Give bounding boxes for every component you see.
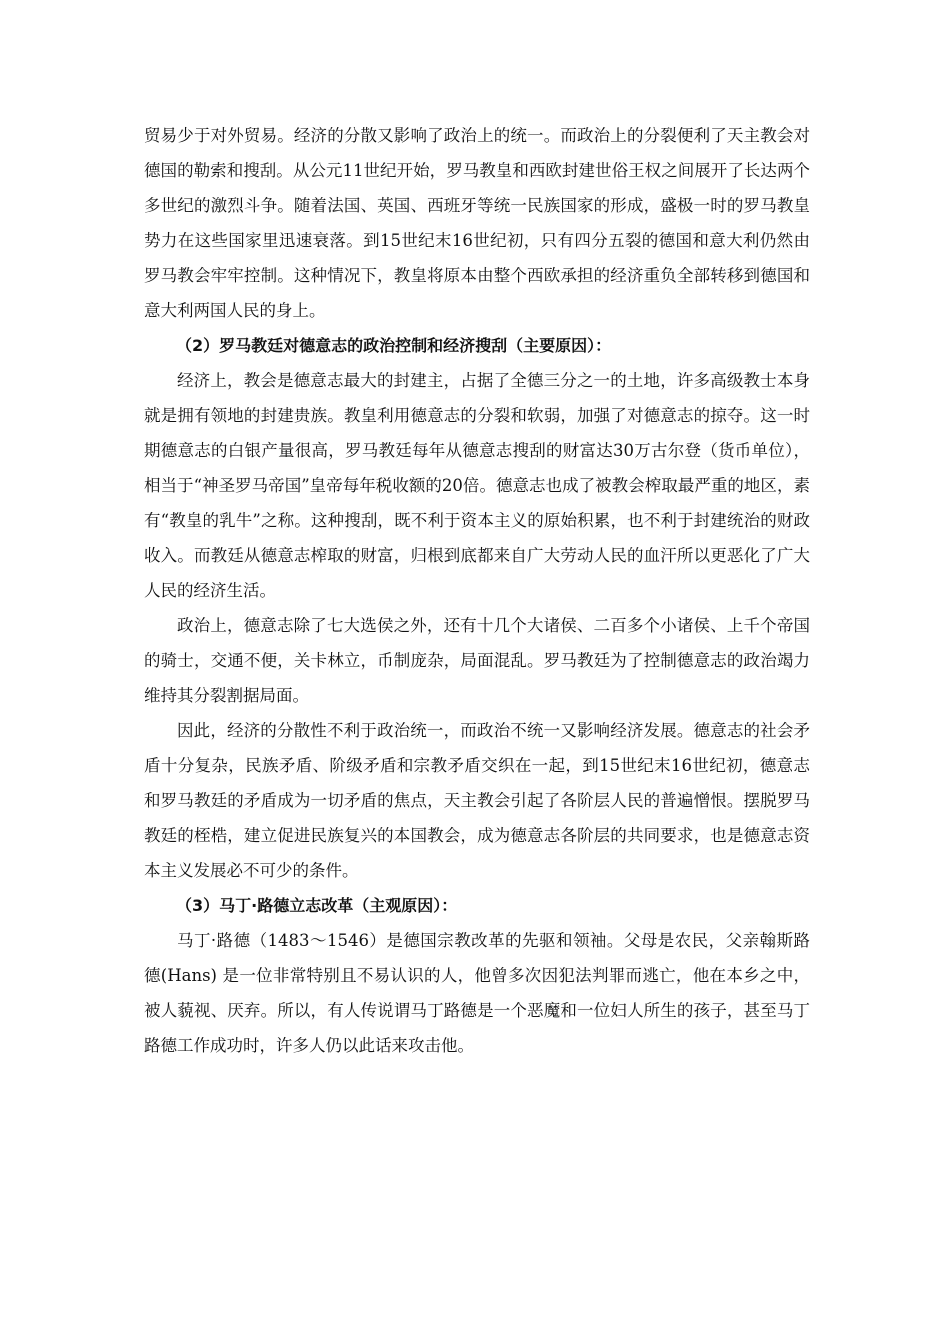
paragraph-trade-and-papacy: 贸易少于对外贸易。经济的分散又影响了政治上的统一。而政治上的分裂便利了天主教会对德国的勒索和搜刮。从公元11世纪开始，罗马教皇和西欧封建世俗王权之间展开了长达两个多世纪的激烈斗争。随着法国、英国、西班牙等统一民族国家的形成，盛极一时的罗马教皇势力在这些国家里迅速衰落。到15世纪末16世纪初，只有四分五裂的德国和意大利仍然由罗马教会牢牢控制。这种情况下，教皇将原本由整个西欧承担的经济重负全部转移到德国和意大利两国人民的身上。	[144, 126, 810, 320]
paragraph-political-fragmentation: 政治上，德意志除了七大选侯之外，还有十几个大诸侯、二百多个小诸侯、上千个帝国的骑士，交通不便，关卡林立，币制庞杂，局面混乱。罗马教廷为了控制德意志的政治竭力维持其分裂割据局面。	[144, 616, 810, 705]
section-heading-roman-curia: （2）罗马教廷对德意志的政治控制和经济搜刮（主要原因）：	[176, 336, 612, 355]
document-body	[144, 118, 810, 1063]
paragraph-martin-luther: 马丁·路德（1483～1546）是德国宗教改革的先驱和领袖。父母是农民，父亲翰斯路德(Hans) 是一位非常特别且不易认识的人，他曾多次因犯法判罪而逃亡，他在本乡之中，被人藐视、厌弃。所以，有人传说谓马丁路德是一个恶魔和一位妇人所生的孩子，甚至马丁路德工作成功时，许多人仍以此话来攻击他。	[144, 931, 810, 1055]
paragraph-social-contradictions: 因此，经济的分散性不利于政治统一，而政治不统一又影响经济发展。德意志的社会矛盾十分复杂，民族矛盾、阶级矛盾和宗教矛盾交织在一起，到15世纪末16世纪初，德意志和罗马教廷的矛盾成为一切矛盾的焦点，天主教会引起了各阶层人民的普遍憎恨。摆脱罗马教廷的桎梏，建立促进民族复兴的本国教会，成为德意志各阶层的共同要求，也是德意志资本主义发展必不可少的条件。	[144, 721, 810, 880]
paragraph-economic-exploitation: 经济上，教会是德意志最大的封建主，占据了全德三分之一的土地，许多高级教士本身就是拥有领地的封建贵族。教皇利用德意志的分裂和软弱，加强了对德意志的掠夺。这一时期德意志的白银产量很高，罗马教廷每年从德意志搜刮的财富达30万古尔登（货币单位），相当于“神圣罗马帝国”皇帝每年税收额的20倍。德意志也成了被教会榨取最严重的地区，素有“教皇的乳牛”之称。这种搜刮，既不利于资本主义的原始积累，也不利于封建统治的财政收入。而教廷从德意志榨取的财富，归根到底都来自广大劳动人民的血汗所以更恶化了广大人民的经济生活。	[144, 371, 810, 600]
section-heading-luther-reform: （3）马丁·路德立志改革（主观原因）：	[176, 896, 458, 915]
